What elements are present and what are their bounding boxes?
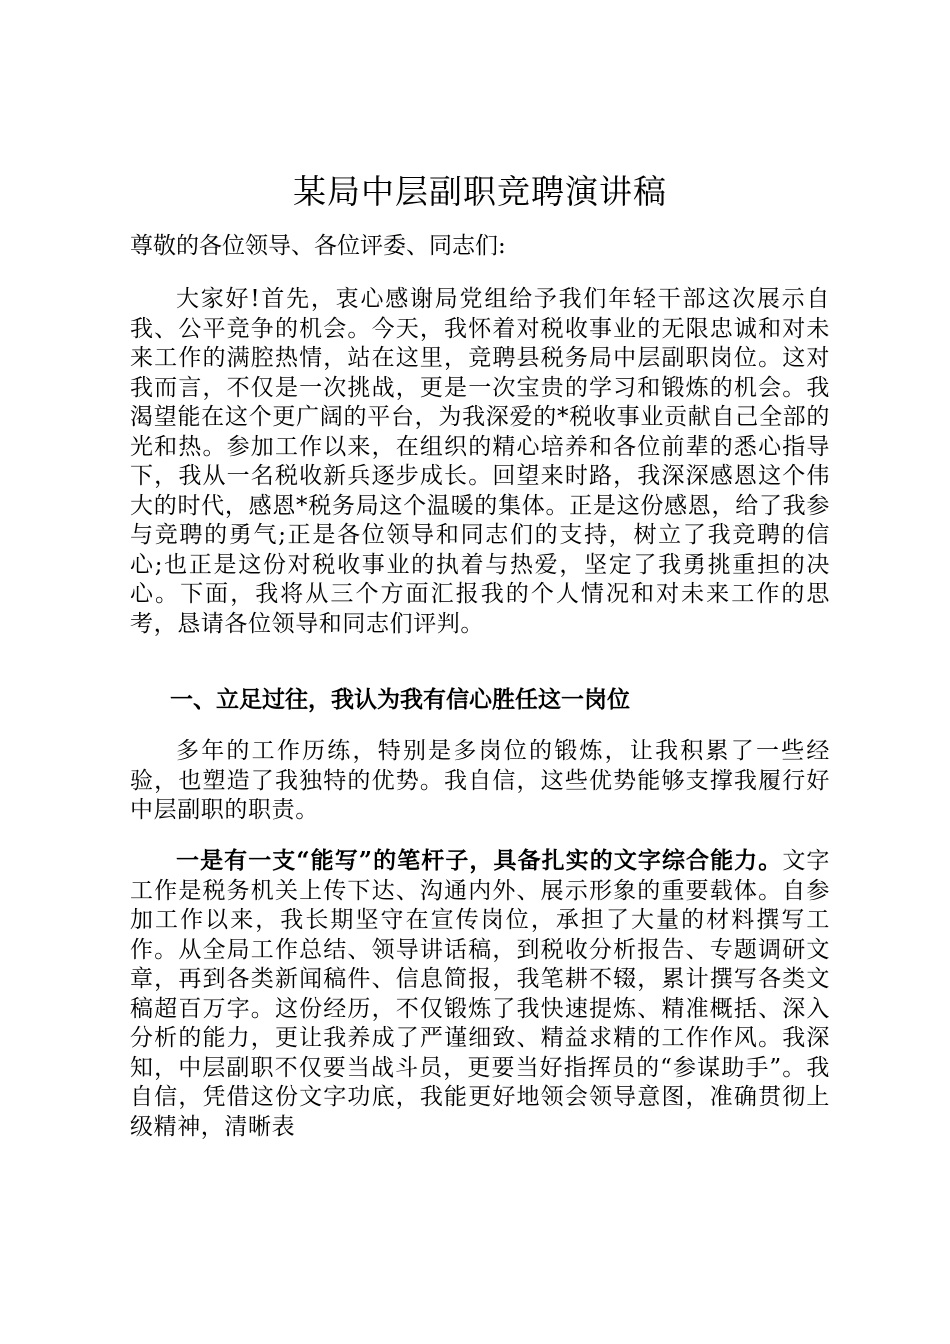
document-title: 某局中层副职竞聘演讲稿 bbox=[293, 172, 667, 211]
section-1-paragraph: 多年的工作历练，特别是多岗位的锻炼，让我积累了一些经验，也塑造了我独特的优势。我自信，这些优势能够支撑我履行好中层副职的职责。 bbox=[130, 738, 830, 823]
point-one-paragraph bbox=[130, 846, 830, 1142]
intro-paragraph: 大家好!首先，衷心感谢局党组给予我们年轻干部这次展示自我、公平竞争的机会。今天，我怀着对税收事业的无限忠诚和对未来工作的满腔热情，站在这里，竞聘县税务局中层副职岗位。这对我而言，不仅是一次挑战，更是一次宝贵的学习和锻炼的机会。我渴望能在这个更广阔的平台，为我深爱的*税收事业贡献自己全部的光和热。参加工作以来，在组织的精心培养和各位前辈的悉心指导下，我从一名税收新兵逐步成长。回望来时路，我深深感恩这个伟大的时代，感恩*税务局这个温暖的集体。正是这份感恩，给了我参与竞聘的勇气;正是各位领导和同志们的支持，树立了我竞聘的信心;也正是这份对税收事业的执着与热爱，坚定了我勇挑重担的决心。下面，我将从三个方面汇报我的个人情况和对未来工作的思考，恳请各位领导和同志们评判。 bbox=[130, 286, 830, 637]
section-heading-1: 一、立足过往，我认为我有信心胜任这一岗位 bbox=[170, 686, 630, 713]
salutation: 尊敬的各位领导、各位评委、同志们: bbox=[130, 233, 506, 259]
point-one-lead: 一是有一支“能写”的笔杆子，具备扎实的文字综合能力。 bbox=[176, 847, 783, 874]
point-one-body: 文字工作是税务机关上传下达、沟通内外、展示形象的重要载体。自参加工作以来，我长期坚守在宣传岗位，承担了大量的材料撰写工作。从全局工作总结、领导讲话稿，到税收分析报告、专题调研文章，再到各类新闻稿件、信息简报，我笔耕不辍，累计撰写各类文稿超百万字。这份经历，不仅锻炼了我快速提炼、精准概括、深入分析的能力，更让我养成了严谨细致、精益求精的工作作风。我深知，中层副职不仅要当战斗员，更要当好指挥员的“参谋助手”。我自信，凭借这份文字功底，我能更好地领会领导意图，准确贯彻上级精神，清晰表 bbox=[130, 848, 830, 1140]
